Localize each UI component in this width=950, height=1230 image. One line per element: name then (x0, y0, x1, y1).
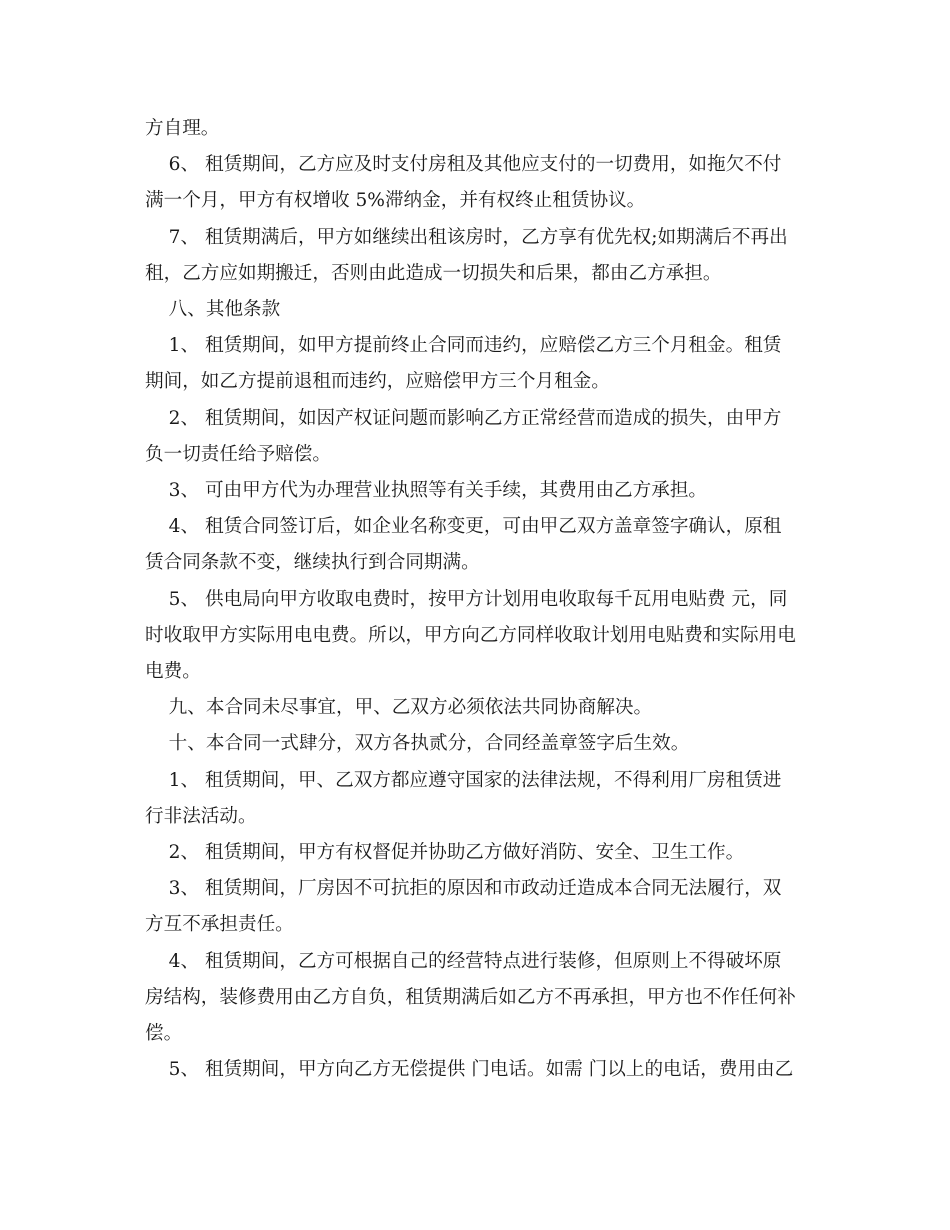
text-line: 4、 租赁合同签订后，如企业名称变更，可由甲乙双方盖章签字确认，原租 (145, 516, 782, 538)
text-line: 满一个月，甲方有权增收 5%滞纳金，并有权终止租赁协议。 (145, 190, 646, 212)
text-line: 7、 租赁期满后，甲方如继续出租该房时，乙方享有优先权;如期满后不再出 (145, 226, 788, 248)
text-line: 行非法活动。 (145, 805, 257, 827)
text-line: 5、 供电局向甲方收取电费时，按甲方计划用电收取每千瓦用电贴费 元，同 (145, 588, 788, 610)
text-line: 方自理。 (145, 118, 220, 139)
section-heading: 十、本合同一式肆分，双方各执贰分，合同经盖章签字后生效。 (145, 733, 690, 755)
text-line: 1、 租赁期间，甲、乙双方都应遵守国家的法律法规，不得利用厂房租赁进 (145, 769, 782, 791)
text-line: 时收取甲方实际用电电费。所以，甲方向乙方同样收取计划用电贴费和实际用电 (145, 624, 796, 646)
text-line: 1、 租赁期间，如甲方提前终止合同而违约，应赔偿乙方三个月租金。租赁 (145, 335, 782, 357)
text-line: 电费。 (145, 661, 201, 683)
text-line: 2、 租赁期间，如因产权证问题而影响乙方正常经营而造成的损失，由甲方 (145, 407, 782, 429)
text-line: 期间，如乙方提前退租而违约，应赔偿甲方三个月租金。 (145, 371, 610, 393)
text-line: 房结构，装修费用由乙方自负，租赁期满后如乙方不再承担，甲方也不作任何补 (145, 986, 796, 1008)
text-line: 负一切责任给予赔偿。 (145, 443, 331, 465)
section-heading: 九、本合同未尽事宜，甲、乙双方必须依法共同协商解决。 (145, 697, 653, 719)
text-line: 6、 租赁期间，乙方应及时支付房租及其他应支付的一切费用，如拖欠不付 (145, 154, 782, 176)
text-line: 偿。 (145, 1023, 183, 1045)
text-line: 2、 租赁期间，甲方有权督促并协助乙方做好消防、安全、卫生工作。 (145, 842, 745, 864)
text-line: 5、 租赁期间，甲方向乙方无偿提供 门电话。如需 门以上的电话，费用由乙 (145, 1059, 794, 1081)
section-heading: 八、其他条款 (145, 299, 281, 321)
text-line: 3、 租赁期间，厂房因不可抗拒的原因和市政动迁造成本合同无法履行，双 (145, 878, 782, 900)
text-line: 4、 租赁期间，乙方可根据自己的经营特点进行装修，但原则上不得破坏原 (145, 950, 782, 972)
text-line: 赁合同条款不变，继续执行到合同期满。 (145, 552, 480, 574)
text-line: 3、 可由甲方代为办理营业执照等有关手续，其费用由乙方承担。 (145, 480, 708, 502)
text-line: 方互不承担责任。 (145, 914, 294, 936)
text-line: 租，乙方应如期搬迁，否则由此造成一切损失和后果，都由乙方承担。 (145, 262, 722, 284)
document-body (145, 111, 800, 1088)
